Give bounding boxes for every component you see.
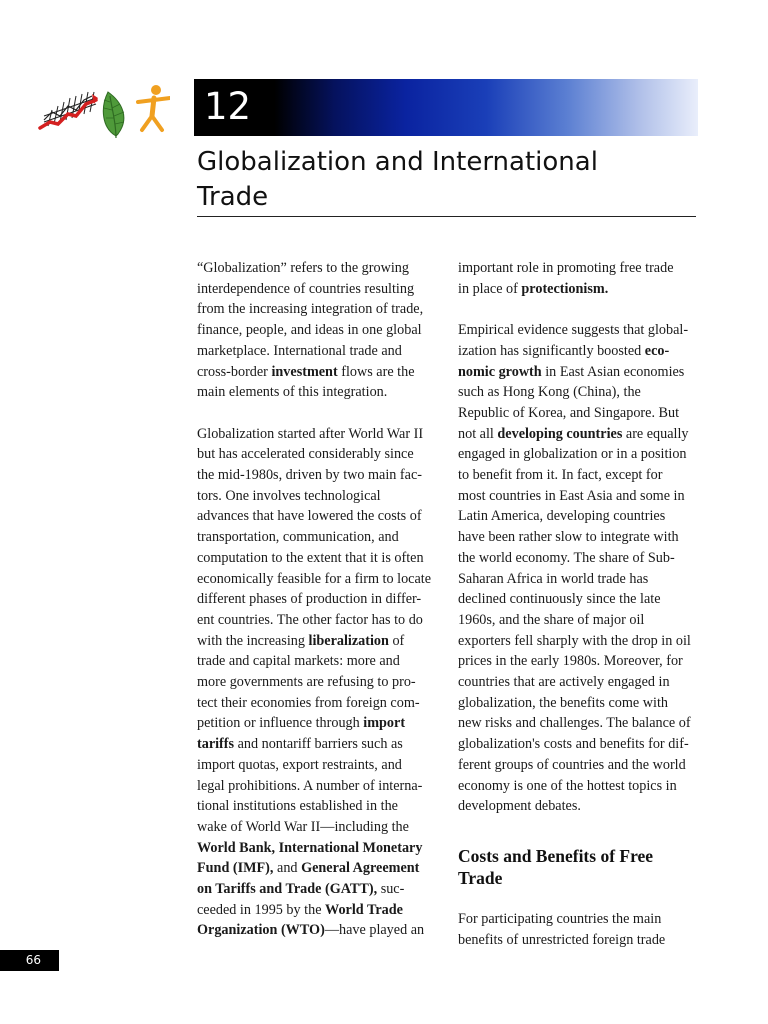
section-heading: Costs and Benefits of Free Trade [458,845,654,888]
paragraph [458,909,700,950]
text-line: Globalization started after World War II [197,425,424,442]
text-line: tional institutions established in the [197,798,398,815]
text-line: Latin America, developing countries [458,508,666,525]
text-line: Saharan Africa in world trade has [458,570,649,587]
text-fragment: in place of [458,280,522,297]
text-fragment: suc- [377,881,405,898]
key-term: eco- [644,342,670,359]
text-line: but has accelerated considerably since [197,446,414,463]
text-line: benefits of unrestricted foreign trade [458,931,666,948]
text-line: more governments are refusing to pro- [197,674,416,691]
key-term: Fund (IMF), [197,860,274,877]
paragraph [197,258,439,403]
text-line: countries that are actively engaged in [458,674,670,691]
text-line: declined continuously since the late [458,591,661,608]
key-term: liberalization [308,632,389,649]
text-line: globalization's costs and benefits for dif- [458,736,689,753]
text-line: engaged in globalization or in a position [458,446,687,463]
person-icon [138,85,170,130]
key-term: investment [271,363,338,380]
text-fragment: ization has significantly boosted [458,342,645,359]
leaf-icon [103,92,124,138]
text-line: such as Hong Kong (China), the [458,384,641,401]
key-term: protectionism. [521,280,609,297]
text-line: ferent groups of countries and the world [458,756,686,773]
text-line: the mid-1980s, driven by two main fac- [197,467,422,484]
text-line: prices in the early 1980s. Moreover, for [458,653,683,670]
text-line: main elements of this integration. [197,384,388,401]
chapter-title [197,145,677,215]
key-term: import [363,715,406,732]
title-divider [197,216,696,217]
text-line: tect their economies from foreign com- [197,694,420,711]
text-line: development debates. [458,798,581,815]
text-line: computation to the extent that it is often [197,549,424,566]
key-term: on Tariffs and Trade (GATT), [197,881,378,898]
text-line: have been rather slow to integrate with [458,529,679,546]
chapter-title-line2: Trade [197,182,269,212]
text-line: globalization, the benefits come with [458,694,668,711]
text-line: to benefit from it. In fact, except for [458,467,663,484]
text-fragment: petition or influence through [197,715,364,732]
key-term: General Agreement [301,860,420,877]
text-fragment: and [273,860,302,877]
text-line: most countries in East Asia and some in [458,487,685,504]
text-fragment: ceeded in 1995 by the [197,901,326,918]
key-term: developing countries [497,425,623,442]
text-fragment: not all [458,425,498,442]
text-fragment: with the increasing [197,632,309,649]
text-line: Empirical evidence suggests that global- [458,322,689,339]
chapter-number: 12 [204,85,252,128]
text-line: economy is one of the hottest topics in [458,777,677,794]
text-fragment: cross-border [197,363,272,380]
text-line: ent countries. The other factor has to do [197,611,423,628]
paragraph [458,258,700,299]
text-fragment: of [388,632,405,649]
text-line: 1960s, and the share of major oil [458,611,645,628]
text-line: Republic of Korea, and Singapore. But [458,404,680,421]
chapter-banner [194,79,698,136]
text-fragment: —have played an [324,922,425,939]
text-line: from the increasing integration of trade, [197,301,424,318]
paragraph [197,424,439,942]
text-line: finance, people, and ideas in one global [197,322,422,339]
text-line: legal prohibitions. A number of interna- [197,777,423,794]
text-line: advances that have lowered the costs of [197,508,422,525]
text-line: For participating countries the main [458,910,662,927]
text-line: different phases of production in differ- [197,591,422,608]
right-column [458,258,700,950]
text-line: important role in promoting free trade [458,260,674,276]
text-line: exporters fell sharply with the drop in oil [458,632,691,649]
page-number-tab [0,950,59,971]
key-term: tariffs [197,736,235,753]
key-term: World Trade [325,901,403,918]
chapter-title-line1: Globalization and International [197,147,598,177]
text-fragment: flows are the [337,363,415,380]
key-term: World Bank, International Monetary [197,839,423,856]
key-term: nomic growth [458,363,542,380]
text-line: tors. One involves technological [197,487,381,504]
text-line: economically feasible for a firm to locate [197,570,431,587]
text-line: marketplace. International trade and [197,342,402,359]
page-number: 66 [25,953,41,967]
text-fragment: are equally [622,425,689,442]
text-fragment: and nontariff barriers such as [234,736,403,753]
paragraph [458,320,700,817]
key-term: Organization (WTO) [197,922,325,939]
text-line: interdependence of countries resulting [197,280,415,297]
text-fragment: in East Asian economies [541,363,685,380]
text-line: new risks and challenges. The balance of [458,715,691,732]
text-line: transportation, communication, and [197,529,399,546]
text-line: the world economy. The share of Sub- [458,549,675,566]
text-line: wake of World War II—including the [197,818,409,835]
chapter-logo [38,82,170,140]
text-line: import quotas, export restraints, and [197,756,402,773]
left-column [197,258,439,941]
chart-icon [40,92,98,128]
text-line: trade and capital markets: more and [197,653,400,670]
text-line: “Globalization” refers to the growing [197,260,409,276]
